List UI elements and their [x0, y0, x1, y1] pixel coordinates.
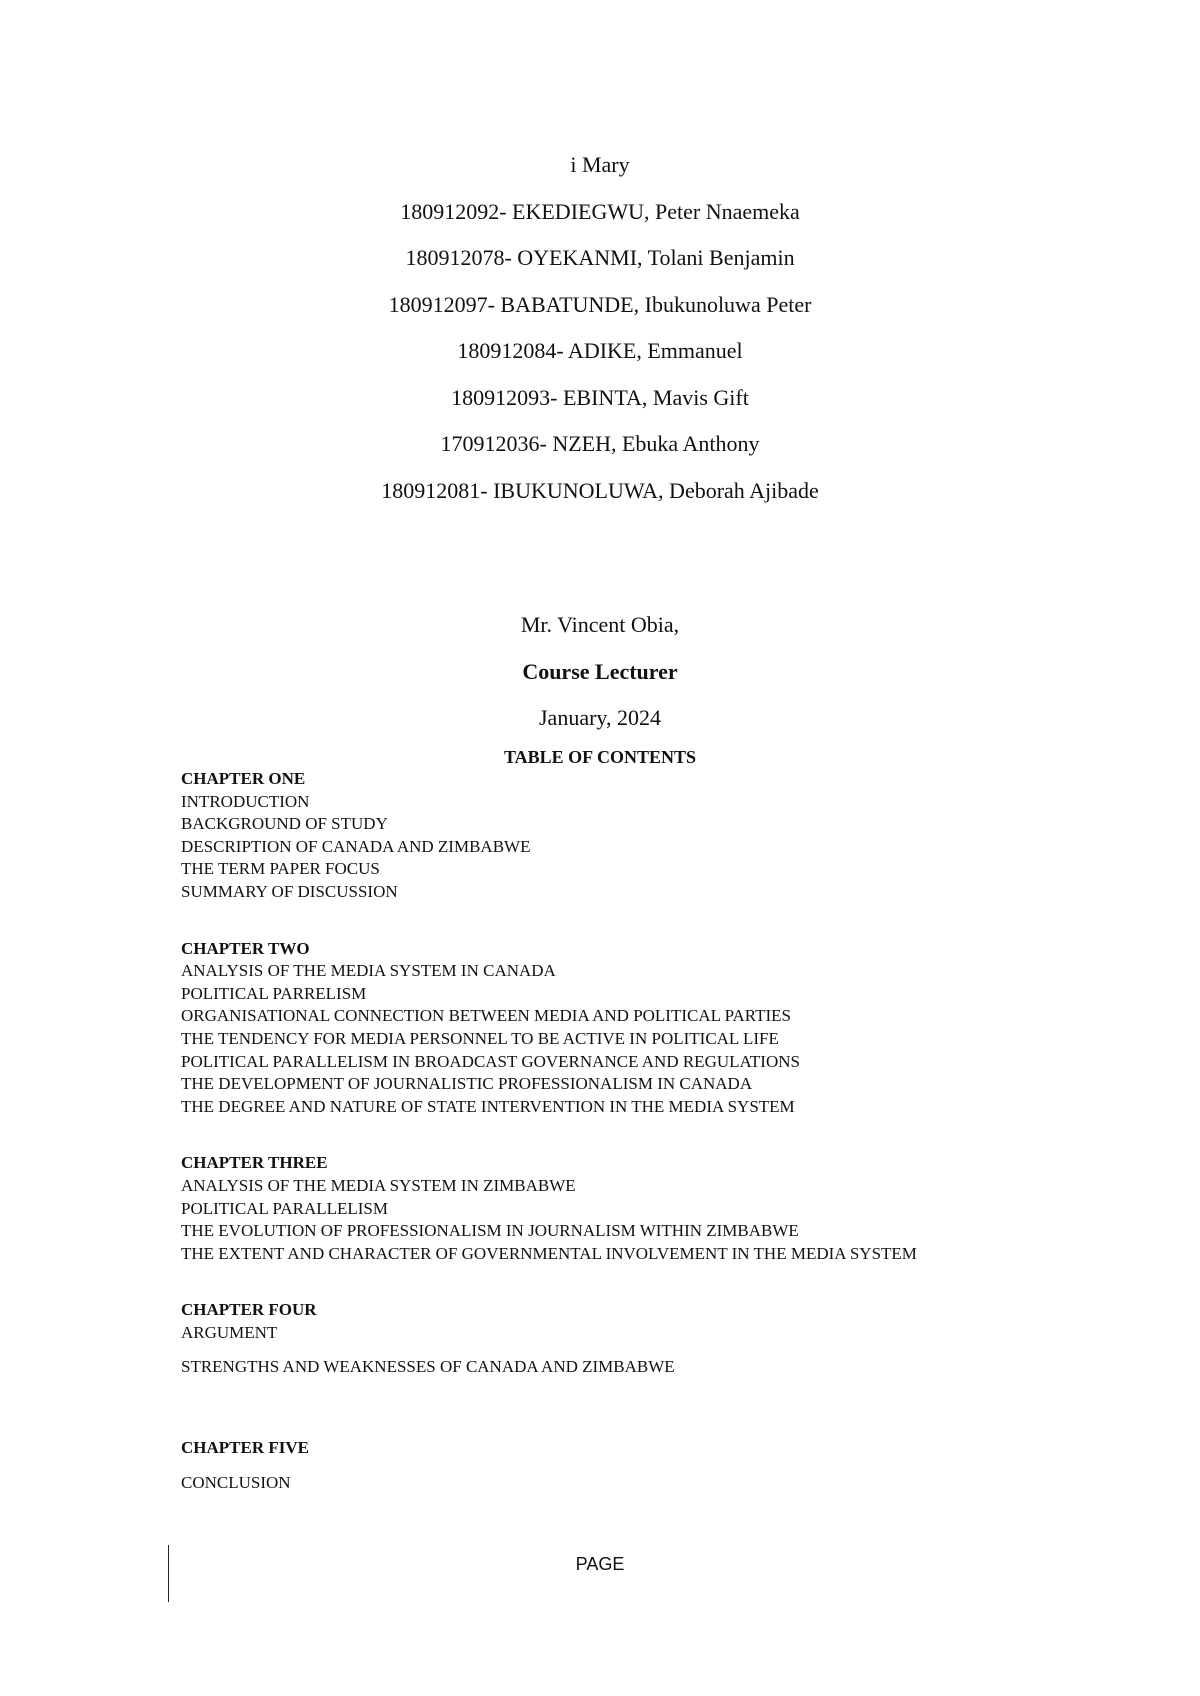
toc-item: THE TENDENCY FOR MEDIA PERSONNEL TO BE ACTIVE IN POLITICAL LIFE [181, 1028, 779, 1048]
member-name: 180912097- BABATUNDE, Ibukunoluwa Peter [388, 291, 812, 317]
toc-item: INTRODUCTION [181, 791, 310, 811]
toc-item: THE DEVELOPMENT OF JOURNALISTIC PROFESSIONALISM IN CANADA [181, 1074, 753, 1094]
footer-page-label: PAGE [575, 1554, 625, 1574]
toc-item: CONCLUSION [181, 1472, 291, 1492]
toc-item: BACKGROUND OF STUDY [181, 814, 388, 834]
lecturer-block [0, 602, 1200, 742]
chapter-heading: CHAPTER FIVE [181, 1438, 309, 1458]
toc-item: ANALYSIS OF THE MEDIA SYSTEM IN CANADA [181, 961, 556, 981]
member-name: 180912084- ADIKE, Emmanuel [457, 338, 743, 363]
toc-chapter-four [181, 1299, 1131, 1379]
toc-item: ARGUMENT [181, 1322, 278, 1342]
member-name: 180912078- OYEKANMI, Tolani Benjamin [405, 245, 795, 270]
toc-chapter-two [181, 938, 1131, 1119]
toc-item: THE TERM PAPER FOCUS [181, 859, 380, 879]
submission-date: January, 2024 [539, 705, 661, 730]
toc-chapter-one [181, 768, 1131, 904]
toc-item: POLITICAL PARALLELISM [181, 1198, 388, 1218]
toc-chapter-three [181, 1152, 1131, 1265]
member-name: 180912093- EBINTA, Mavis Gift [451, 384, 749, 410]
toc-item: THE EXTENT AND CHARACTER OF GOVERNMENTAL INVOLVEMENT IN THE MEDIA SYSTEM [181, 1243, 917, 1263]
chapter-heading: CHAPTER FOUR [181, 1300, 317, 1320]
toc-chapter-five [181, 1437, 1131, 1494]
group-members-list [0, 142, 1200, 514]
toc-item: SUMMARY OF DISCUSSION [181, 881, 398, 901]
toc-item: THE EVOLUTION OF PROFESSIONALISM IN JOURNALISM WITHIN ZIMBABWE [181, 1221, 799, 1241]
member-name: i Mary [570, 152, 630, 177]
toc-item: THE DEGREE AND NATURE OF STATE INTERVENTION IN THE MEDIA SYSTEM [181, 1096, 795, 1116]
table-of-contents [181, 768, 1131, 1494]
chapter-heading: CHAPTER ONE [181, 769, 306, 788]
toc-item: ORGANISATIONAL CONNECTION BETWEEN MEDIA AND POLITICAL PARTIES [181, 1006, 792, 1026]
chapter-heading: CHAPTER TWO [181, 938, 310, 958]
member-name: 180912092- EKEDIEGWU, Peter Nnaemeka [400, 198, 800, 224]
toc-item: DESCRIPTION OF CANADA AND ZIMBABWE [181, 836, 531, 856]
chapter-heading: CHAPTER THREE [181, 1153, 328, 1173]
member-name: 170912036- NZEH, Ebuka Anthony [440, 431, 760, 456]
toc-title: TABLE OF CONTENTS [503, 747, 697, 767]
toc-item: ANALYSIS OF THE MEDIA SYSTEM IN ZIMBABWE [181, 1175, 576, 1195]
toc-item: POLITICAL PARRELISM [181, 983, 367, 1003]
member-name: 180912081- IBUKUNOLUWA, Deborah Ajibade [381, 477, 819, 503]
toc-item: STRENGTHS AND WEAKNESSES OF CANADA AND ZIMBABWE [181, 1357, 675, 1377]
lecturer-role: Course Lecturer [522, 658, 678, 684]
toc-item: POLITICAL PARALLELISM IN BROADCAST GOVERNANCE AND REGULATIONS [181, 1051, 800, 1071]
lecturer-name: Mr. Vincent Obia, [520, 612, 680, 637]
